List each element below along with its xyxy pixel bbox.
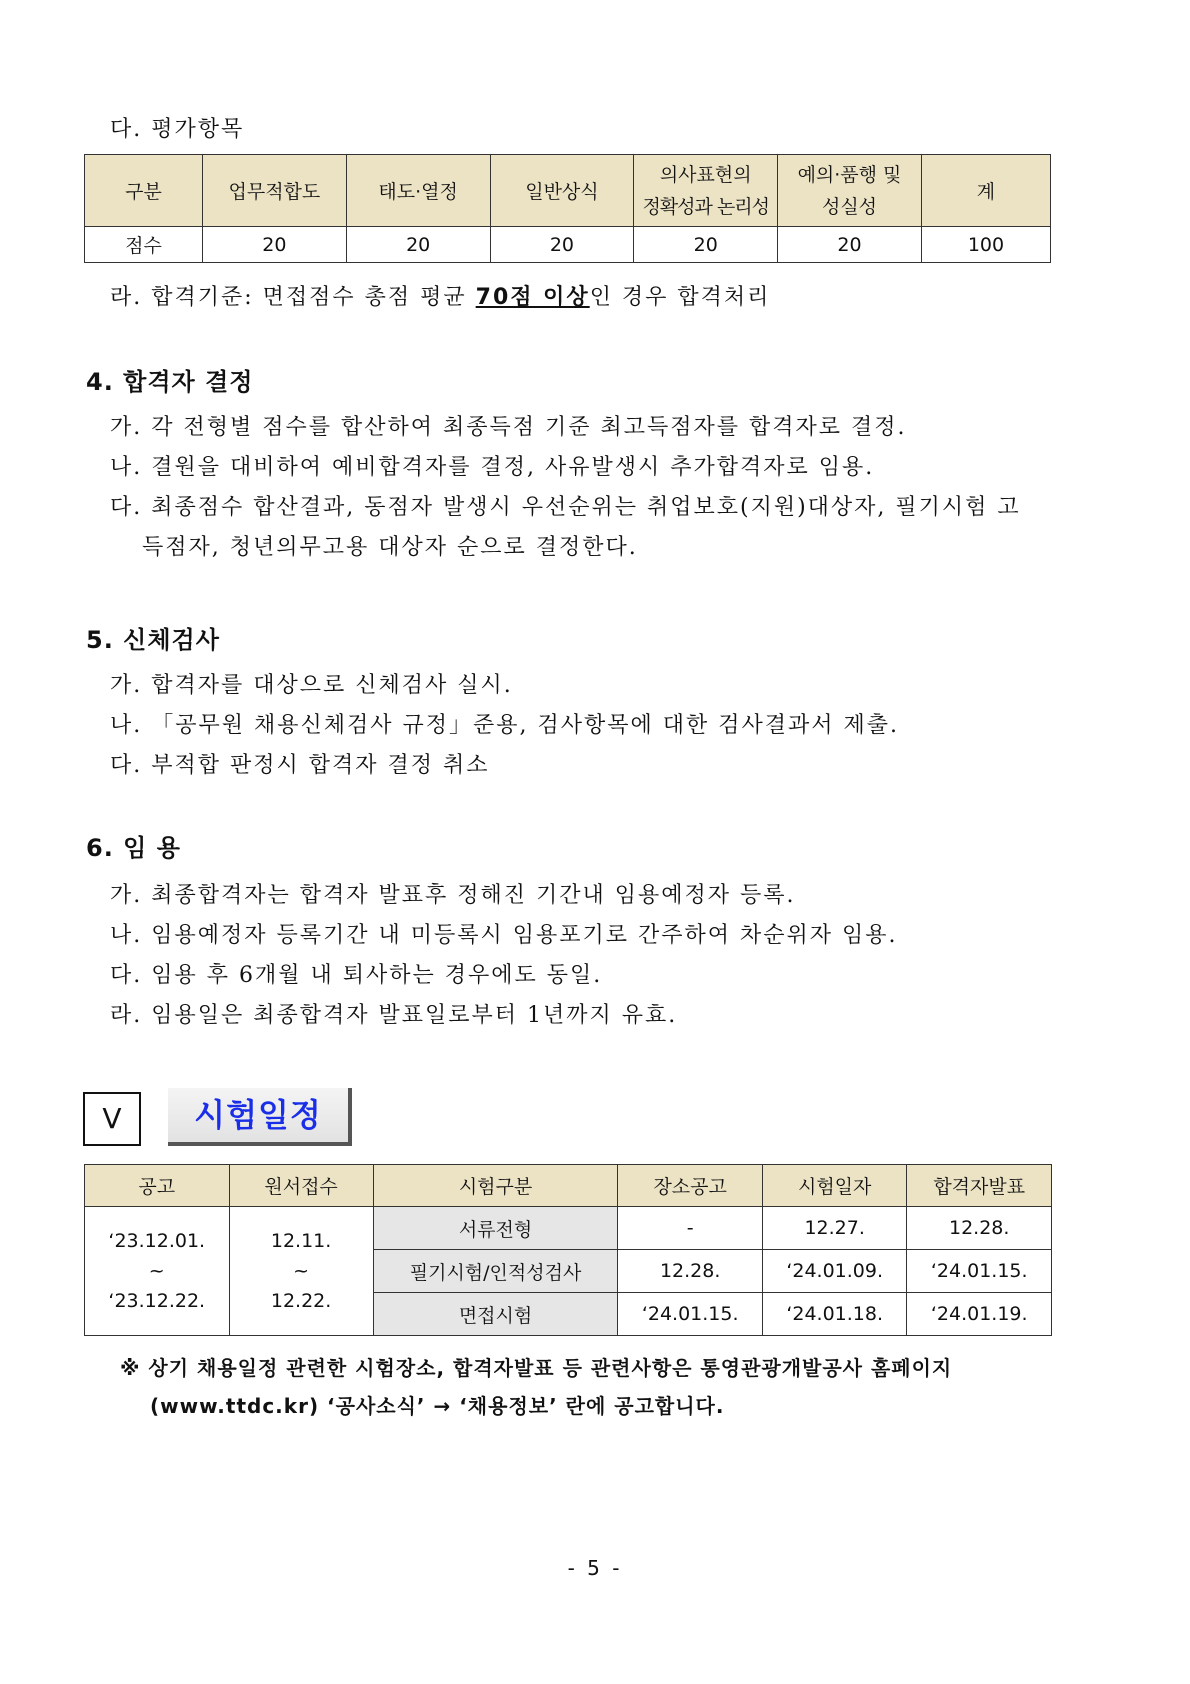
schedule-header-announcement: 합격자발표 [907, 1165, 1052, 1207]
eval-header-category: 구분 [85, 155, 203, 227]
schedule-cell: - [618, 1207, 763, 1250]
eval-cell: 20 [778, 227, 922, 263]
eval-table [84, 154, 1051, 263]
table-row [85, 1207, 1052, 1250]
list-item: 나. 임용예정자 등록기간 내 미등록시 임용포기로 간주하여 차순위자 임용. [110, 923, 898, 948]
list-item: 다. 임용 후 6개월 내 퇴사하는 경우에도 동일. [110, 963, 603, 988]
section-schedule-title: 시험일정 [168, 1088, 352, 1146]
eval-header-total: 계 [921, 155, 1050, 227]
eval-header-common-sense: 일반상식 [490, 155, 634, 227]
eval-cell: 20 [634, 227, 778, 263]
pass-criteria: 라. 합격기준: 면접점수 총점 평균 70점 이상인 경우 합격처리 [110, 285, 771, 310]
eval-header-manners: 예의·품행 및 성실성 [778, 155, 922, 227]
list-item: 다. 최종점수 합산결과, 동점자 발생시 우선순위는 취업보호(지원)대상자, 필기시험 고 [110, 495, 1021, 520]
list-item: 가. 최종합격자는 합격자 발표후 정해진 기간내 임용예정자 등록. [110, 883, 796, 908]
list-item: 가. 각 전형별 점수를 합산하여 최종득점 기준 최고득점자를 합격자로 결정. [110, 415, 907, 440]
schedule-header-receipt: 원서접수 [229, 1165, 373, 1207]
eval-cell: 100 [921, 227, 1050, 263]
eval-cell: 20 [490, 227, 634, 263]
schedule-cell: 12.28. [907, 1207, 1052, 1250]
schedule-cell: 12.28. [618, 1250, 763, 1293]
schedule-header-exam-date: 시험일자 [762, 1165, 907, 1207]
eval-score-row [85, 227, 1051, 263]
list-item: 나. 결원을 대비하여 예비합격자를 결정, 사유발생시 추가합격자로 임용. [110, 455, 875, 480]
schedule-header-notice: 공고 [85, 1165, 230, 1207]
eval-header-expression: 의사표현의 정확성과 논리성 [634, 155, 778, 227]
schedule-header-venue: 장소공고 [618, 1165, 763, 1207]
list-item: 라. 임용일은 최종합격자 발표일로부터 1년까지 유효. [110, 1003, 678, 1028]
list-item: 나. 「공무원 채용신체검사 규정」준용, 검사항목에 대한 검사결과서 제출. [110, 713, 899, 738]
schedule-exam-type: 서류전형 [373, 1207, 618, 1250]
schedule-cell: ‘24.01.15. [618, 1293, 763, 1336]
pass-criteria-emphasis: 70점 이상 [475, 285, 590, 310]
schedule-cell: ‘24.01.18. [762, 1293, 907, 1336]
schedule-note-line-1: ※ 상기 채용일정 관련한 시험장소, 합격자발표 등 관련사항은 통영관광개발공사 홈페이지 [120, 1356, 953, 1380]
schedule-exam-type: 면접시험 [373, 1293, 618, 1336]
section-6-title: 6. 임 용 [86, 834, 181, 862]
eval-cell: 20 [202, 227, 346, 263]
section-roman-numeral: Ⅴ [83, 1092, 141, 1146]
schedule-cell: ‘24.01.15. [907, 1250, 1052, 1293]
schedule-note-line-2: (www.ttdc.kr) ‘공사소식’ → ‘채용정보’ 란에 공고합니다. [150, 1394, 725, 1418]
section-5-title: 5. 신체검사 [86, 626, 220, 654]
list-item: 다. 부적합 판정시 합격자 결정 취소 [110, 753, 490, 778]
eval-cell: 20 [346, 227, 490, 263]
section-4-title: 4. 합격자 결정 [86, 368, 254, 396]
schedule-exam-type: 필기시험/인적성검사 [373, 1250, 618, 1293]
schedule-notice-period: ‘23.12.01. ~ ‘23.12.22. [85, 1207, 230, 1336]
eval-title: 다. 평가항목 [110, 117, 245, 142]
eval-header-fitness: 업무적합도 [202, 155, 346, 227]
eval-header-attitude: 태도·열정 [346, 155, 490, 227]
list-item: 가. 합격자를 대상으로 신체검사 실시. [110, 673, 513, 698]
schedule-cell: ‘24.01.19. [907, 1293, 1052, 1336]
eval-cell: 점수 [85, 227, 203, 263]
schedule-receipt-period: 12.11. ~ 12.22. [229, 1207, 373, 1336]
list-item-continuation: 득점자, 청년의무고용 대상자 순으로 결정한다. [142, 535, 638, 560]
schedule-cell: 12.27. [762, 1207, 907, 1250]
schedule-header-exam-type: 시험구분 [373, 1165, 618, 1207]
page-number: - 5 - [567, 1556, 623, 1580]
schedule-table [84, 1164, 1052, 1336]
schedule-cell: ‘24.01.09. [762, 1250, 907, 1293]
